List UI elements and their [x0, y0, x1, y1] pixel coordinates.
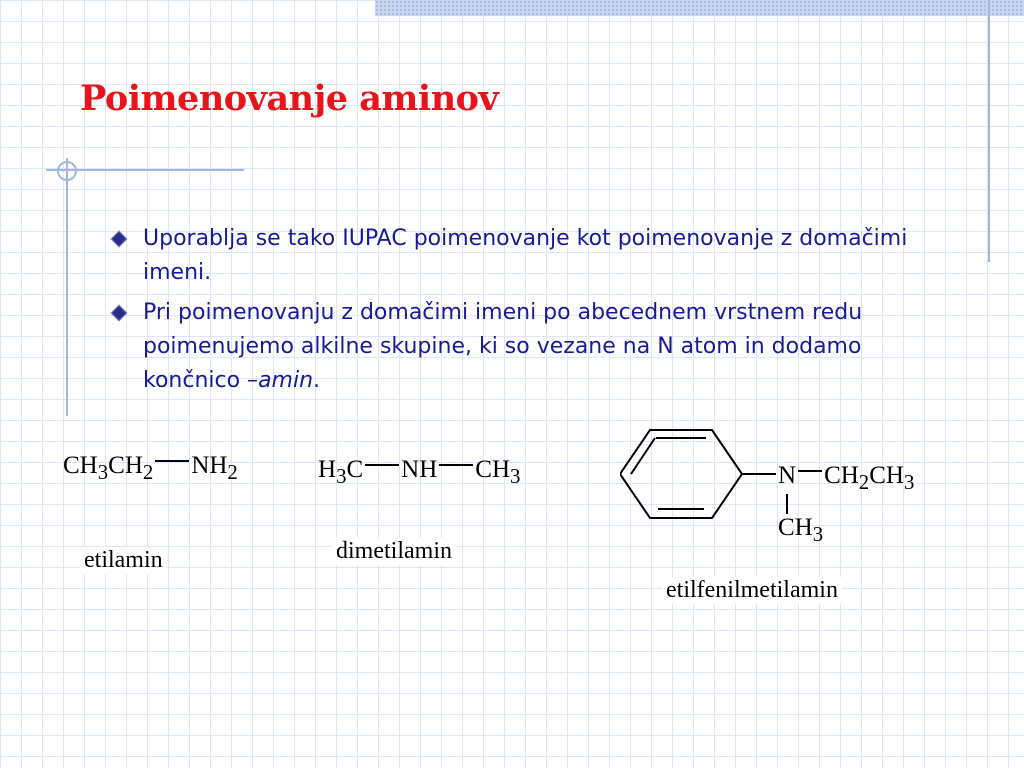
bullet-text: Uporablja se tako IUPAC poimenovanje kot poimenovanje z domačimi imeni.	[143, 226, 908, 285]
ethylamine-formula: $CH_3CH_2$ $NH_2$	[63, 452, 238, 484]
ethylphenylmethylamine-name: etilfenilmetilamin	[662, 577, 842, 604]
methyl-group: $CH_3$	[778, 514, 824, 546]
dimethylamine-formula: $H_3C$ NH $CH_3$	[318, 456, 521, 488]
benzene-ring-icon	[620, 424, 780, 524]
bullet-item	[110, 222, 910, 290]
diamond-bullet-icon	[111, 305, 128, 322]
bullet-text: Pri poimenovanju z domačimi imeni po abecednem vrstnem redu poimenujemo alkilne skupine, ki so vezane na N atom in dodamo končnico –	[143, 300, 863, 393]
bullet-text-italic: amin	[258, 368, 314, 393]
single-bond	[798, 470, 822, 472]
diamond-bullet-icon	[111, 231, 128, 248]
ethylamine-name: etilamin	[80, 547, 167, 574]
vertical-rule-right	[988, 0, 990, 262]
bullet-item	[110, 296, 910, 398]
vertical-bond	[786, 494, 788, 514]
bullet-list	[110, 222, 910, 404]
vertical-rule-left	[66, 158, 68, 416]
bullet-text-end: .	[313, 368, 321, 393]
dimethylamine-name: dimetilamin	[332, 538, 456, 565]
single-bond	[439, 464, 473, 466]
single-bond	[155, 460, 189, 462]
single-bond	[365, 464, 399, 466]
rule-circle-ornament	[57, 161, 77, 181]
ethylphenylmethylamine-formula: N $CH_2CH_3$	[778, 462, 915, 494]
header-band	[375, 0, 1024, 16]
slide-title: Poimenovanje aminov	[80, 78, 499, 119]
